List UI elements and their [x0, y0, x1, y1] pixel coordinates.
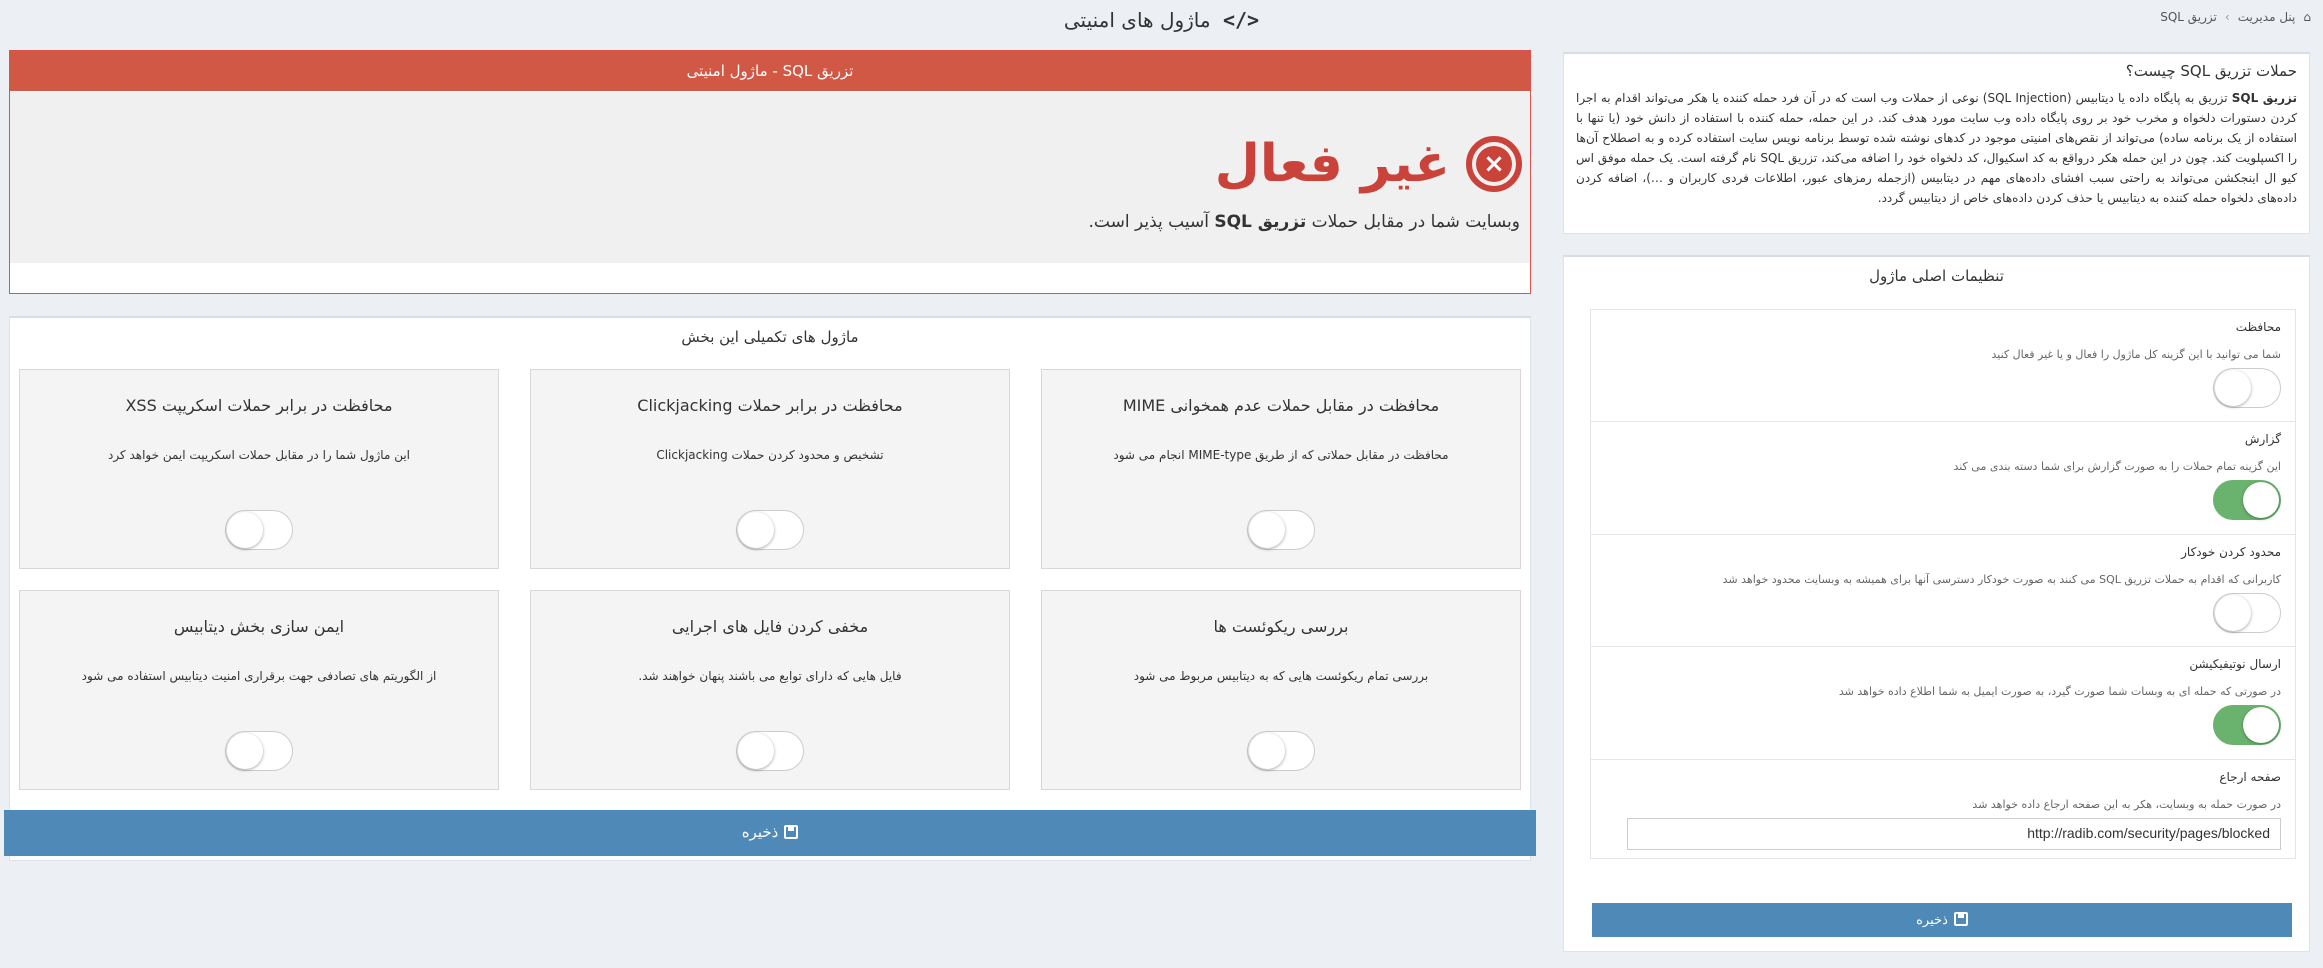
info-body-text: تزریق به پایگاه داده یا دیتابیس (SQL Injection) نوعی از حملات وب است که در آن فرد حمله کننده یا هکر می‌تواند اقدام به اجرا کردن دستورات دلخواه و مخرب خود بر روی پایگاه داده وب سایت مورد هدف کند. در این حمله، حمله کننده با استفاده از دانش خود (یا تنها با استفاده از یک برنامه ساده) می‌تواند از نقص‌های امنیتی موجود در کدهای نوشته شده توسط برنامه نویس سایت استفاده کرده و به اصطلاح آن‌ها را اکسپلویت کند. چون در این حمله هکر درواقع به کد اسکیوال، کد دلخواه خود را اضافه می‌کند، تزریق SQL نام گرفته است. یک حمله موفق اس کیو ال اینجکشن می‌تواند به راحتی سبب افشای داده‌های مهم در دیتابیس (ازجمله رمزهای عبور، اطلاعات فردی کاربران و …)، اضافه کردن داده‌های دلخواه حمله کننده به دیتابیس یا حذف کردن داده‌های خاص از دیتابیس گردد.	[1576, 91, 2297, 205]
page-title-text: ماژول های امنیتی	[1063, 8, 1211, 32]
toggle-knob	[738, 512, 774, 548]
setting-label: محدود کردن خودکار	[2181, 545, 2281, 559]
notification-toggle[interactable]	[2213, 705, 2281, 745]
toggle-knob	[227, 733, 263, 769]
module-title: محافظت در برابر حملات اسکریپت XSS	[125, 396, 393, 415]
status-description	[1089, 212, 1521, 232]
db-security-toggle[interactable]	[225, 731, 293, 771]
setting-protection	[1591, 310, 2295, 422]
breadcrumb-separator: ›	[2224, 10, 2230, 24]
save-icon	[784, 825, 798, 839]
setting-redirect	[1591, 760, 2295, 860]
setting-report	[1591, 422, 2295, 535]
breadcrumb-home[interactable]: پنل مدیریت	[2237, 10, 2296, 24]
module-card-requests	[1041, 590, 1521, 790]
save-label: ذخیره	[1916, 912, 1948, 927]
modules-title: ماژول های تکمیلی این بخش	[681, 328, 859, 346]
module-title: مخفی کردن فایل های اجرایی	[671, 617, 869, 636]
module-desc: محافظت در مقابل حملاتی که از طریق MIME-type انجام می شود	[1113, 448, 1449, 462]
info-title: حملات تزریق SQL چیست؟	[2125, 62, 2297, 80]
report-toggle[interactable]	[2213, 480, 2281, 520]
settings-panel	[1563, 255, 2310, 952]
modules-panel	[9, 316, 1531, 861]
module-title: بررسی ریکوئست ها	[1213, 617, 1349, 636]
toggle-knob	[738, 733, 774, 769]
hide-files-toggle[interactable]	[736, 731, 804, 771]
info-bold-lead: تزریق SQL	[2231, 91, 2297, 105]
status-desc-bold: تزریق SQL	[1214, 212, 1307, 232]
xss-toggle[interactable]	[225, 510, 293, 550]
auto-block-toggle[interactable]	[2213, 593, 2281, 633]
setting-desc: شما می توانید با این گزینه کل ماژول را فعال و یا غیر فعال کنید	[1991, 348, 2281, 361]
status-indicator	[1215, 134, 1522, 194]
module-title: محافظت در مقابل حملات عدم همخوانی MIME	[1122, 396, 1440, 415]
setting-desc: این گزینه تمام حملات را به صورت گزارش برای شما دسته بندی می کند	[1953, 460, 2281, 473]
module-desc: بررسی تمام ریکوئست هایی که به دیتابیس مربوط می شود	[1133, 669, 1429, 683]
page-title	[0, 8, 2323, 32]
info-body	[1564, 88, 2309, 208]
modules-save-button[interactable]	[4, 810, 1536, 856]
setting-notification	[1591, 647, 2295, 760]
toggle-knob	[2243, 707, 2279, 743]
status-body	[10, 92, 1530, 263]
settings-save-button[interactable]	[1592, 903, 2292, 937]
setting-desc: در صورتی که حمله ای به وبسات شما صورت گیرد، به صورت ایمیل به شما اطلاع داده خواهد شد	[1838, 685, 2281, 698]
module-desc: از الگوریتم های تصادفی جهت برقراری امنیت دیتابیس استفاده می شود	[81, 669, 437, 683]
module-desc: این ماژول شما را در مقابل حملات اسکریپت ایمن خواهد کرد	[107, 448, 411, 462]
toggle-knob	[2215, 370, 2251, 406]
toggle-knob	[2215, 595, 2251, 631]
setting-auto-block	[1591, 535, 2295, 647]
module-title: محافظت در برابر حملات Clickjacking	[637, 396, 903, 415]
module-card-xss	[19, 369, 499, 569]
toggle-knob	[1249, 512, 1285, 548]
status-desc-before: وبسایت شما در مقابل حملات	[1306, 212, 1520, 232]
toggle-knob	[2243, 482, 2279, 518]
status-desc-after: آسیب پذیر است.	[1088, 212, 1215, 232]
breadcrumb-current: تزریق SQL	[2160, 10, 2217, 24]
status-state: غیر فعال	[1214, 134, 1450, 194]
requests-toggle[interactable]	[1247, 731, 1315, 771]
module-card-hide-files	[530, 590, 1010, 790]
settings-title: تنظیمات اصلی ماژول	[1869, 267, 2004, 285]
toggle-knob	[1249, 733, 1285, 769]
redirect-url-input[interactable]: http://radib.com/security/pages/blocked	[1627, 818, 2281, 850]
module-desc: فایل هایی که دارای توابع می باشند پنهان خواهند شد.	[638, 669, 902, 683]
clickjacking-toggle[interactable]	[736, 510, 804, 550]
mime-toggle[interactable]	[1247, 510, 1315, 550]
module-card-db-security	[19, 590, 499, 790]
times-circle-icon: ×	[1466, 136, 1522, 192]
save-label: ذخیره	[741, 824, 779, 841]
status-header: تزریق SQL - ماژول امنیتی	[10, 51, 1530, 91]
setting-desc: در صورت حمله به وبسایت، هکر به این صفحه ارجاع داده خواهد شد	[1972, 798, 2281, 811]
settings-list	[1590, 309, 2296, 859]
status-panel	[9, 50, 1531, 294]
module-card-clickjacking	[530, 369, 1010, 569]
info-panel	[1563, 52, 2310, 234]
toggle-knob	[227, 512, 263, 548]
module-desc: تشخیص و محدود کردن حملات Clickjacking	[656, 448, 884, 462]
module-title: ایمن سازی بخش دیتابیس	[173, 617, 345, 636]
protection-toggle[interactable]	[2213, 368, 2281, 408]
code-icon: </>	[1222, 8, 1260, 32]
setting-label: ارسال نوتیفیکیشن	[2189, 657, 2281, 671]
save-icon	[1954, 912, 1968, 926]
setting-label: گزارش	[2244, 432, 2281, 446]
setting-label: صفحه ارجاع	[2219, 770, 2281, 784]
setting-label: محافظت	[2235, 320, 2281, 334]
home-icon[interactable]: ⌂	[2303, 10, 2311, 24]
module-card-mime	[1041, 369, 1521, 569]
setting-desc: کاربرانی که اقدام به حملات تزریق SQL می کنند به صورت خودکار دسترسی آنها برای همیشه به وبسایت محدود خواهد شد	[1722, 573, 2281, 586]
